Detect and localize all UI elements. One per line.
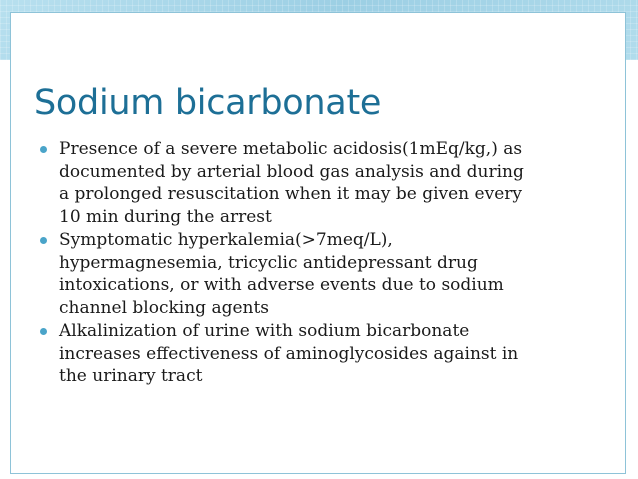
bullet-line: documented by arterial blood gas analysis and during — [59, 161, 524, 182]
bullet-line: intoxications, or with adverse events due to sodium — [59, 275, 504, 295]
bullet-line: 10 min during the arrest — [59, 206, 272, 227]
bullet-line: channel blocking agents — [59, 297, 270, 318]
bullet-line: Alkalinization of urine with sodium bicarbonate — [59, 321, 470, 341]
bullet-item — [40, 229, 600, 319]
bullet-list — [40, 138, 600, 389]
bullet-dot-icon — [40, 328, 47, 335]
bullet-line: a prolonged resuscitation when it may be given every — [59, 184, 522, 204]
bullet-line: the urinary tract — [59, 366, 203, 386]
bullet-item — [40, 138, 600, 228]
bullet-dot-icon — [40, 146, 47, 153]
bullet-item — [40, 320, 600, 388]
bullet-dot-icon — [40, 237, 47, 244]
bullet-line: Symptomatic hyperkalemia(>7meq/L), — [59, 230, 393, 250]
bullet-line: increases effectiveness of aminoglycosides against in — [59, 343, 519, 364]
bullet-line: hypermagnesemia, tricyclic antidepressant drug — [59, 252, 478, 273]
bullet-line: Presence of a severe metabolic acidosis(1mEq/kg,) as — [59, 139, 523, 159]
slide-title: Sodium bicarbonate — [34, 83, 382, 123]
